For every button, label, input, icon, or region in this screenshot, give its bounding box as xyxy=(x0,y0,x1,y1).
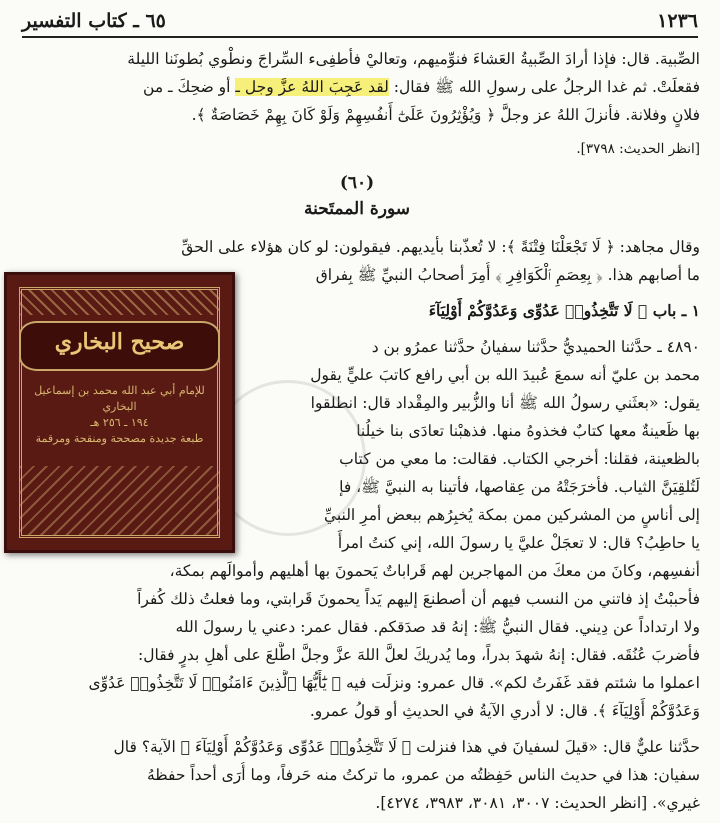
text-line: وَعَدُوَّكُمْ أَوْلِيَآءَ ﴾. قال: لا أدري الآيةُ في الحديثِ أو قولُ عمرو. xyxy=(309,702,700,720)
text-line: بها ظَعينةٌ معها كتابٌ فخذوهُ منها. فذهبْنا تعادَى بنا خيلُنا xyxy=(356,422,700,440)
cover-ornament-top xyxy=(19,289,220,315)
text-line: سفيان: هذا في حديث الناس حَفِظتُه من عمرو، ما تركتُ منه حَرفاً، وما أُرَى أحداً حفظهُ xyxy=(146,766,700,784)
text-line: غيري». [انظر الحديث: ٣٠٠٧، ٣٠٨١، ٣٩٨٣، ٤٢٧٤]. xyxy=(375,794,700,812)
text-line: فلانٍ وفلانة. فأنزلَ اللهُ عز وجلَّ ﴿ وَيُؤْثِرُونَ عَلَىٰٓ أَنفُسِهِمْ وَلَوْ كَانَ بِهِمْ خَصَاصَةٌ ﴾. xyxy=(191,106,700,124)
bab-heading: ١ ـ باب ﴿ لَا تَتَّخِذُوا۟ عَدُوِّى وَعَدُوَّكُمْ أَوْلِيَآءَ xyxy=(428,301,700,320)
text-line: وقال مجاهد: ﴿ لَا تَجْعَلْنَا فِتْنَةً ﴾: لا تُعذّبنا بأيديهم. فيقولون: لو كان هؤلاء على الحقِّ xyxy=(181,238,700,256)
surah-title: سورة الممتَحنة xyxy=(304,199,410,219)
cover-ornament-bottom xyxy=(19,466,220,536)
text-line: محمد بن عليّ أنه سمعَ عُبيدَ الله بن أبي رافع كاتبَ عليٍّ يقول xyxy=(310,366,700,384)
text-line: فأضربَ عُنُقَه. فقال: إنهُ شهدَ بدراً، وما يُدريكَ لعلَّ اللهَ عزَّ وجلَّ اطَّلعَ على أهلِ بدرٍ فقال: xyxy=(138,646,700,664)
text-line: فأحببْتُ إذ فاتني من النسب فيهم أن أصطنعَ إليهم يَداً يحمونَ قَرابتي، وما فعلتُ ذلك كُفراً xyxy=(137,590,700,608)
chapter-number: (٦٠) xyxy=(339,173,375,193)
text-line: فقعلَتْ. ثم غدا الرجلُ على رسولِ الله ﷺ فقال: لقد عَجِبَ اللهُ عزَّ وجل ـ أو ضحِكَ ـ من xyxy=(143,78,700,96)
page-header xyxy=(22,8,698,38)
text-line: لَتُلقِيَنَّ الثياب. فأخرَجَتْهُ من عِقاصها، فأتينا به النبيَّ ﷺ، فإ xyxy=(339,478,700,496)
cover-title: صحيح البخاري xyxy=(54,329,185,355)
text-line: يا حاطِبُ؟ قال: لا تعجَلْ عليَّ يا رسولَ الله، إني كنتُ امرأً xyxy=(337,534,700,552)
text-line: ٤٨٩٠ ـ حدَّثنا الحميديُّ حدَّثنا سفيانُ حدَّثنا عمرُو بن د xyxy=(371,338,700,356)
hadith-reference: [انظر الحديث: ٣٧٩٨]. xyxy=(576,141,700,157)
highlighted-text: لقد عَجِبَ اللهُ عزَّ وجل ـ xyxy=(235,78,389,96)
page-number: ١٢٣٦ xyxy=(657,10,698,32)
text-line: يقول: «بعثَني رسولُ الله ﷺ أنا والزُّبير والمِقْداد قال: انطلقوا xyxy=(310,394,700,412)
text-line: أنفسِهم، وكانَ من معكَ من المهاجرين لهم قَراباتٌ يَحمونَ بها أهليهم وأموالَهم بمكة، xyxy=(169,562,700,580)
text-line: ولا ارتداداً عن دِيني. فقال النبيُّ ﷺ: إنهُ قد صدَقكم. فقال عمر: دعني يا رسولَ الله xyxy=(175,618,700,636)
text-line: إلى أناسٍ من المشركين ممن بمكة يُخبِرُهم ببعض أمرِ النبيِّ xyxy=(323,506,700,524)
cover-title-panel xyxy=(19,321,220,371)
text-line: بالظعينة، فقلنا: أخرجي الكتاب. فقالت: ما معي من كتاب xyxy=(339,450,700,468)
text-line: الصِّبية. قال: فإذا أرادَ الصِّبيةُ العَشاءَ فنوِّميهم، وتعاليْ فأطفِىء السِّراجَ ونطْوي بُطونَنا الليلة xyxy=(127,50,700,68)
cover-author: للإمام أبي عبد الله محمد بن إسماعيل البخاري ١٩٤ ـ ٢٥٦ هـ طبعة جديدة مصححة ومنقحة ومرقمة xyxy=(34,384,205,445)
text-line: ما أصابهم هذا. ﴿ بِعِصَمِ ٱلْكَوَافِرِ ﴾ أُمِرَ أصحابُ النبيِّ ﷺ بِفراق xyxy=(315,266,700,284)
header-rule xyxy=(22,36,698,38)
text-line: اعملوا ما شئتم فقد غَفَرتُ لكم». قال عمرو: ونزلَت فيه ﴿ يَٰٓأَيُّهَا ٱلَّذِينَ ءَامَنُوا۟ لَا تَتَّخِذُوا۟ عَدُوِّى xyxy=(88,674,700,692)
section-title: ٦٥ ـ كتاب التفسير xyxy=(22,10,166,32)
book-cover-image xyxy=(4,272,235,553)
text-line: حدَّثنا عليٌّ قال: «قيلَ لسفيانَ في هذا فنزلت ﴿ لَا تَتَّخِذُوا۟ عَدُوِّى وَعَدُوَّكُمْ أَوْلِيَآءَ ﴾ الآية؟ قال xyxy=(113,738,700,756)
